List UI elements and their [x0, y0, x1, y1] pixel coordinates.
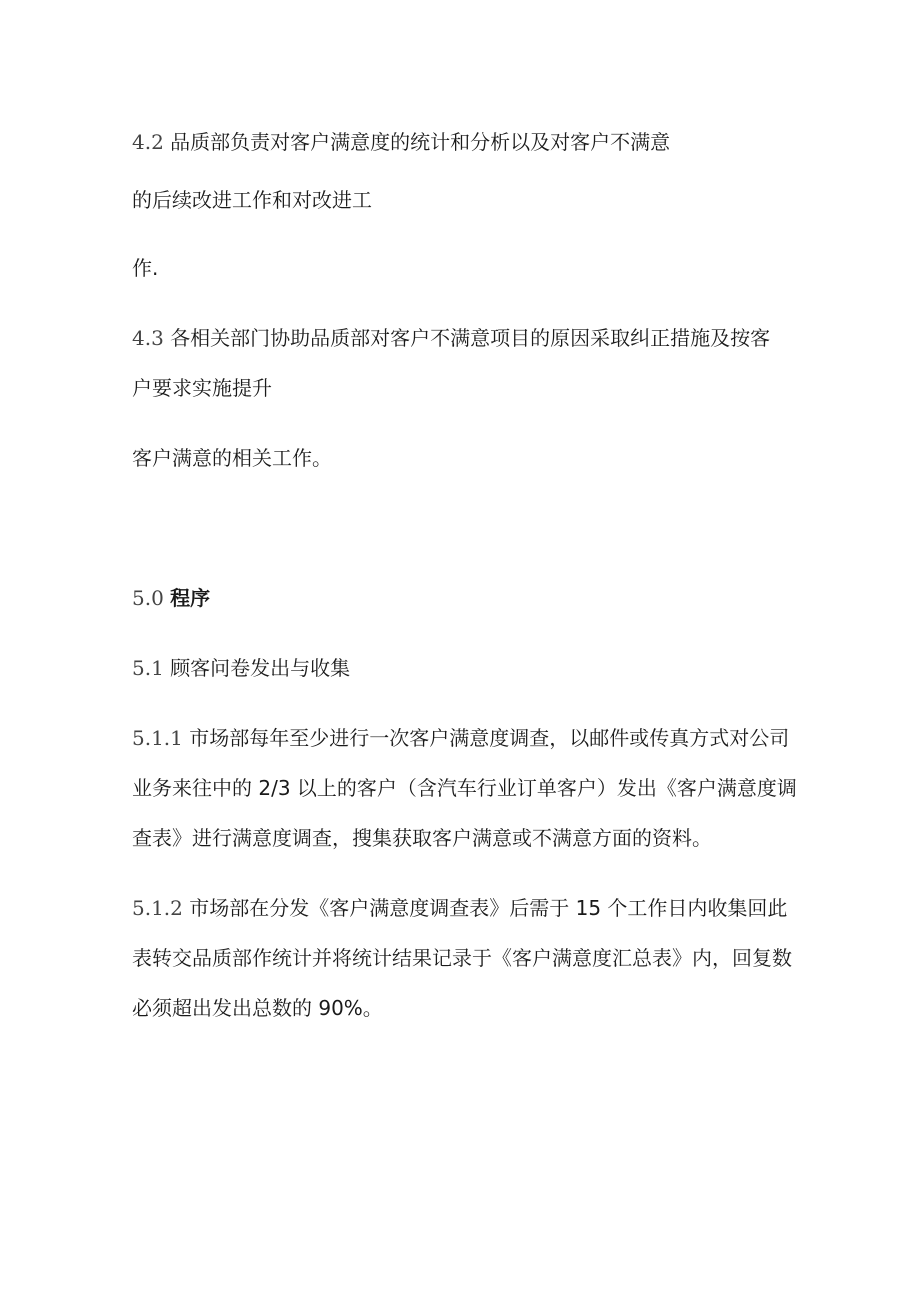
section-number: 4.3 — [132, 326, 164, 350]
paragraph-line: 查表》进行满意度调查，搜集获取客户满意或不满意方面的资料。 — [132, 826, 712, 850]
section-number: 5.1.2 — [132, 896, 183, 920]
paragraph-line: 必须超出发出总数的 90%。 — [132, 996, 383, 1020]
section-number: 5.0 — [132, 586, 164, 610]
section-number: 5.1 — [132, 656, 164, 680]
paragraph-line: 业务来往中的 2/3 以上的客户（含汽车行业订单客户）发出《客户满意度调 — [132, 776, 797, 800]
paragraph-line: 的后续改进工作和对改进工 — [132, 188, 372, 212]
section-title: 顾客问卷发出与收集 — [170, 656, 351, 680]
section-4-3 — [132, 324, 770, 352]
paragraph-line: 户要求实施提升 — [132, 376, 272, 400]
paragraph-line: 客户满意的相关工作。 — [132, 446, 332, 470]
section-5-1-2 — [132, 894, 787, 922]
section-5-1 — [132, 654, 350, 682]
paragraph-line: 作. — [132, 256, 159, 280]
section-number: 5.1.1 — [132, 726, 183, 750]
paragraph-line: 表转交品质部作统计并将统计结果记录于《客户满意度汇总表》内，回复数 — [132, 946, 792, 970]
section-heading-5-0 — [132, 584, 210, 612]
section-title: 程序 — [170, 586, 211, 610]
section-5-1-1 — [132, 724, 789, 752]
paragraph-text: 市场部在分发《客户满意度调查表》后需于 15 个工作日内收集回此 — [189, 896, 788, 920]
section-number: 4.2 — [132, 130, 164, 154]
paragraph-text: 市场部每年至少进行一次客户满意度调查，以邮件或传真方式对公司 — [189, 726, 790, 750]
paragraph-text: 各相关部门协助品质部对客户不满意项目的原因采取纠正措施及按客 — [170, 326, 771, 350]
paragraph-text: 品质部负责对客户满意度的统计和分析以及对客户不满意 — [170, 130, 671, 154]
section-4-2 — [132, 128, 670, 156]
